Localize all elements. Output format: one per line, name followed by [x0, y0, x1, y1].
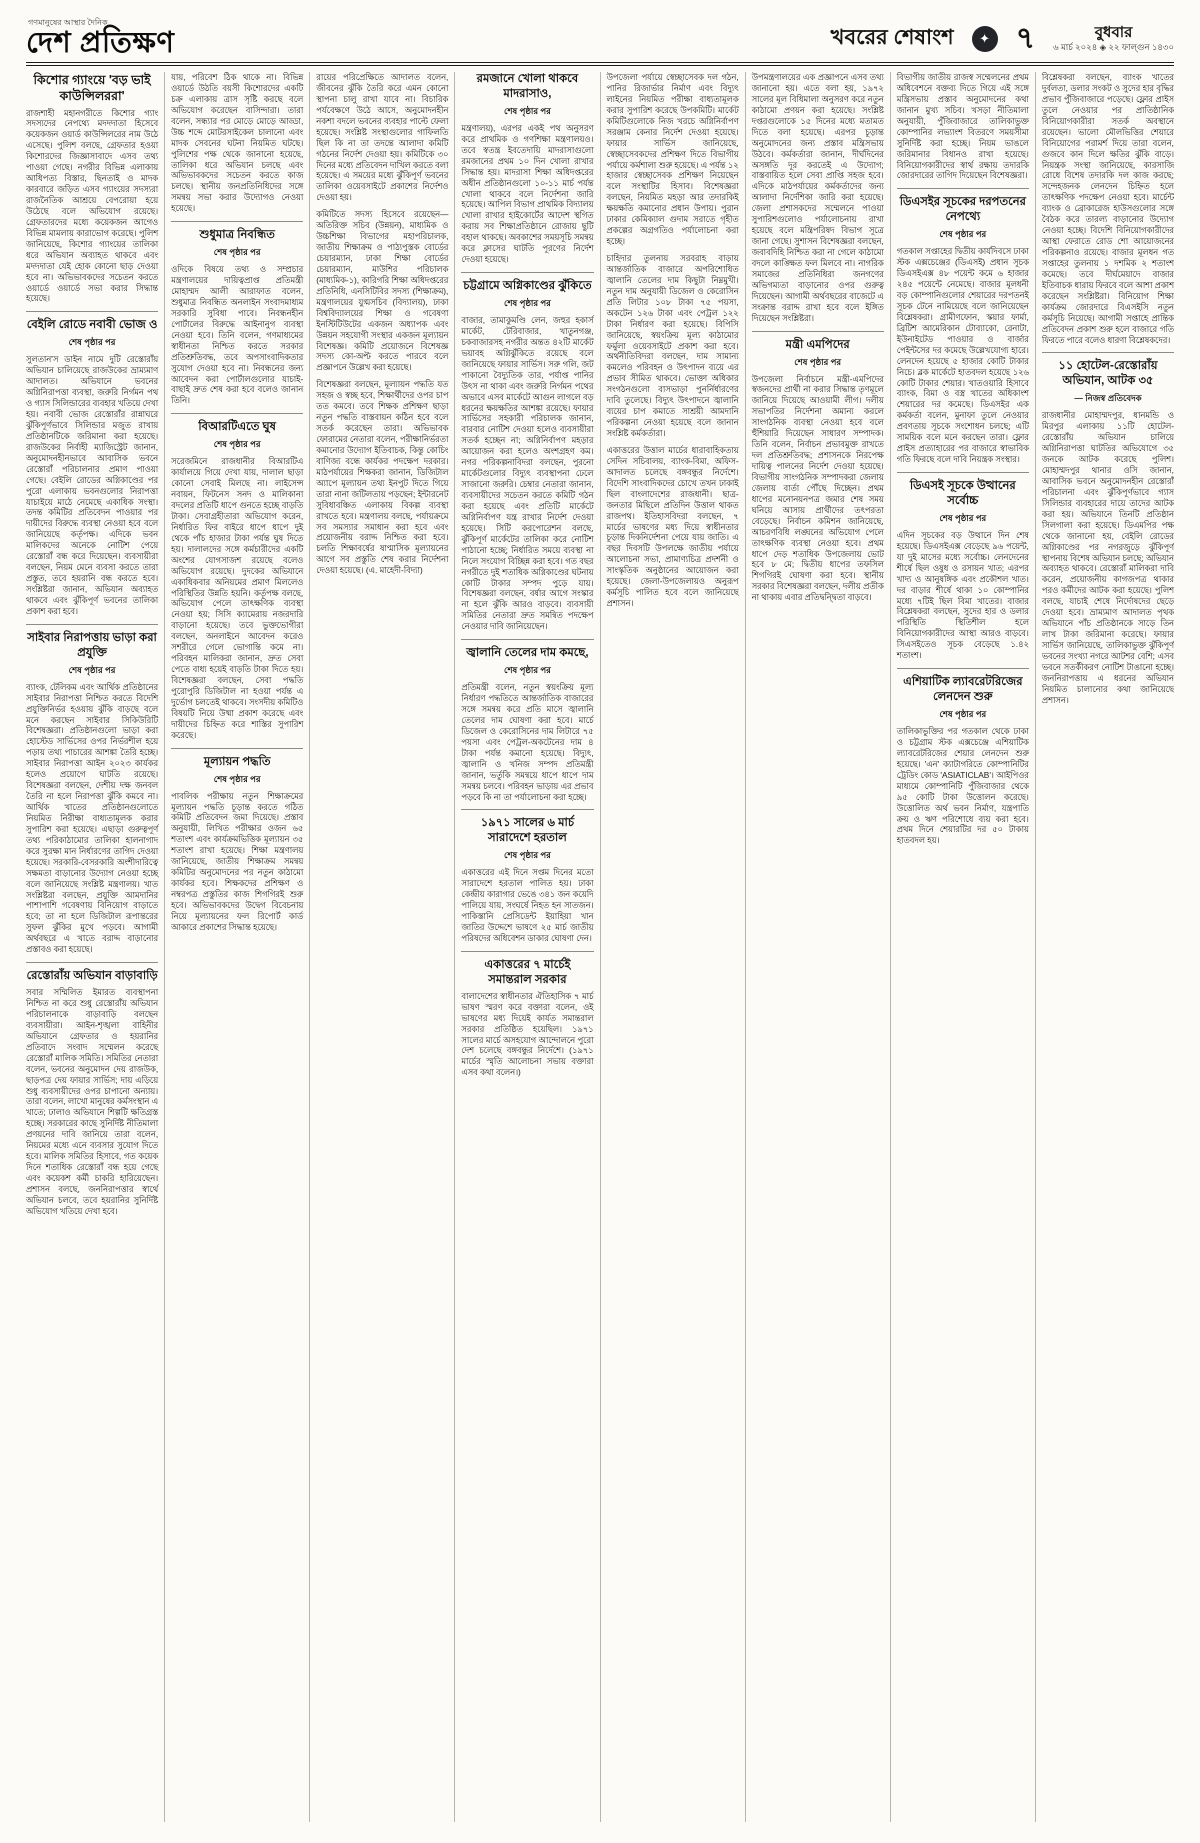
- article-paragraph: বালাদেশের স্বাধীনতার ঐতিহাসিক ৭ মার্চ ভাষণ স্মরণ করে বক্তারা বলেন, ওই ভাষণের মধ্য দিয়েই কার্যত সমান্তরাল সরকার প্রতিষ্ঠিত হয়েছিল। ১৯৭১ সালের মার্চে অসহযোগ আন্দোলনে পুরো দেশ চলেছে বঙ্গবন্ধুর নির্দেশে। (১৯৭১ মার্চের স্মৃতি আলোচনা সভায় বক্তারা এসব কথা বলেন।): [461, 990, 594, 1078]
- article-headline: মন্ত্রী এমপিদের: [752, 331, 884, 353]
- newspaper-column-7: [890, 72, 1035, 1822]
- newspaper-column-2: [164, 72, 309, 1822]
- article-paragraph: প্রতিমন্ত্রী বলেন, নতুন স্বয়ংক্রিয় মূল্য নির্ধারণ পদ্ধতিতে আন্তর্জাতিক বাজারের সঙ্গে সমন্বয় করে প্রতি মাসে জ্বালানি তেলের দাম ঘোষণা করা হবে। মার্চে ডিজেল ও কেরোসিনের দাম লিটারে ৭৫ পয়সা এবং পেট্রল-অকটেনের দাম ৪ টাকা পর্যন্ত কমানো হয়েছে। বিদ্যুৎ, জ্বালানি ও খনিজ সম্পদ প্রতিমন্ত্রী জানান, ভর্তুকি সমন্বয়ে ধাপে ধাপে দাম সমন্বয় চলবে। পরিবহন ভাড়ায় এর প্রভাব পড়বে কি না তা পর্যালোচনা করা হচ্ছে।: [461, 682, 594, 802]
- article-paragraph: একাত্তরের এই দিনে সপ্তম দিনের মতো সারাদেশে হরতাল পালিত হয়। ঢাকা কেন্দ্রীয় কারাগার ভেঙে ৩৪১ জন কয়েদি পালিয়ে যায়, সংঘর্ষে নিহত হন সাতজন। পাকিস্তানি প্রেসিডেন্ট ইয়াহিয়া খান জাতির উদ্দেশে ভাষণে ২৫ মার্চ জাতীয় পরিষদের অধিবেশন ডাকার ঘোষণা দেন।: [461, 867, 594, 943]
- columns-container: [26, 72, 1174, 1822]
- section-label: খবরের শেষাংশ: [830, 26, 954, 49]
- newspaper-column-5: [600, 72, 745, 1822]
- continued-from-label: শেষ পৃষ্ঠার পর: [213, 773, 261, 784]
- continued-from-label: শেষ পৃষ্ঠার পর: [213, 439, 261, 450]
- article-headline: বিআরটিএতে ঘুষ: [171, 413, 303, 435]
- article-paragraph: কমিটিতে সদস্য হিসেবে রয়েছেন— অতিরিক্ত সচিব (উন্নয়ন), মাধ্যমিক ও উচ্চশিক্ষা বিভাগের মহাপরিচালক, জাতীয় শিক্ষাক্রম ও পাঠ্যপুস্তক বোর্ডের চেয়ারম্যান, ঢাকা শিক্ষা বোর্ডের চেয়ারম্যান, মাউশির পরিচালক (মাধ্যমিক-১), কারিগরি শিক্ষা অধিদপ্তরের প্রতিনিধি, এনসিটিবির সদস্য (শিক্ষাক্রম), মন্ত্রণালয়ের যুগ্মসচিব (বিদ্যালয়), ঢাকা বিশ্ববিদ্যালয়ের শিক্ষা ও গবেষণা ইনস্টিটিউটের একজন অধ্যাপক এবং উন্নয়ন সহযোগী সংস্থার একজন মূল্যায়ন বিশেষজ্ঞ। কমিটি প্রয়োজনে বিশেষজ্ঞ সদস্য কো-অপ্ট করতে পারবে বলে প্রজ্ঞাপনে উল্লেখ করা হয়েছে।: [316, 209, 449, 373]
- article-headline: ডিএসই সূচকে উত্থানের সর্বোচ্চ: [897, 472, 1029, 509]
- continued-from-label: শেষ পৃষ্ঠার পর: [504, 298, 551, 308]
- article-headline: চট্টগ্রামে অগ্নিকাণ্ডের ঝুঁকিতে: [461, 272, 593, 294]
- article-headline: ১৯৭১ সালের ৬ মার্চ সারাদেশে হরতাল: [461, 809, 593, 846]
- article-paragraph: বিভাগীয় জাতীয় রাজস্ব সম্মেলনের প্রথম অধিবেশনে বক্তব্য দিতে গিয়ে এই সঙ্গে মন্ত্রিসভায় প্রস্তাব অনুমোদনের কথা জানান মুখ্য সচিব। খসড়া নীতিমালা অনুযায়ী, পুঁজিবাজারে তালিকাভুক্ত কোম্পানির লভ্যাংশ বিতরণে সময়সীমা সুনির্দিষ্ট করা হচ্ছে। নিয়ম ভাঙলে জরিমানার বিধানও রাখা হয়েছে। বিনিয়োগকারীদের স্বার্থ রক্ষায় তদারকি জোরদারের তাগিদ দিয়েছেন বিশেষজ্ঞরা।: [896, 72, 1029, 181]
- article-paragraph: উপজেলা পর্যায়ে স্বেচ্ছাসেবক দল গঠন, পানির রিজার্ভার নির্মাণ এবং বিদ্যুৎ লাইনের নিয়মিত পরীক্ষা বাধ্যতামূলক করার সুপারিশ করেছে উপকমিটি। মার্কেট কমিটিগুলোকে নিজ খরচে অগ্নিনির্বাপণ সরঞ্জাম কেনার নির্দেশ দেওয়া হয়েছে। ফায়ার সার্ভিস জানিয়েছে, স্বেচ্ছাসেবকদের প্রশিক্ষণ দিতে বিভাগীয় পর্যায়ে কর্মশালা শুরু হয়েছে। এ পর্যন্ত ১২ হাজার স্বেচ্ছাসেবক প্রশিক্ষণ নিয়েছেন বলে সংস্থাটির হিসাব। বিশেষজ্ঞরা বলছেন, নিয়মিত মহড়া আর তদারকিই ক্ষয়ক্ষতি কমানোর প্রধান উপায়। পুরান ঢাকার কেমিক্যাল গুদাম সরাতে গৃহীত প্রকল্পের অগ্রগতিও পর্যালোচনা করা হচ্ছে।: [606, 72, 739, 247]
- article-headline: জ্বালানি তেলের দাম কমছে,: [461, 639, 593, 661]
- masthead: [26, 19, 174, 58]
- article-headline: এশিয়াটিক ল্যাবরেটরিজের লেনদেন শুরু: [897, 668, 1029, 705]
- article-paragraph: রাজধানীর মোহাম্মদপুর, ধানমন্ডি ও মিরপুর এলাকায় ১১টি হোটেল-রেস্তোরাঁয় অভিযান চালিয়ে অগ্নিনিরাপত্তা ঘাটতির অভিযোগে ৩৫ জনকে আটক করেছে পুলিশ। মোহাম্মদপুর থানার ওসি জানান, আবাসিক ভবনে অনুমোদনহীন রেস্তোরাঁ পরিচালনা এবং ঝুঁকিপূর্ণভাবে গ্যাস সিলিন্ডার ব্যবহারের দায়ে তাদের আটক করা হয়। অভিযানে তিনটি প্রতিষ্ঠান সিলগালা করা হয়েছে। ডিএমপির পক্ষ থেকে জানানো হয়, বেইলি রোডের অগ্নিকাণ্ডের পর নগরজুড়ে ঝুঁকিপূর্ণ স্থাপনায় বিশেষ অভিযান চলছে; অভিযান অব্যাহত থাকবে। রেস্তোরাঁ মালিকরা দাবি করেন, প্রয়োজনীয় কাগজপত্র থাকার পরও কর্মীদের আটক করা হয়েছে। পুলিশ বলছে, যাচাই শেষে নির্দোষদের ছেড়ে দেওয়া হবে। ভ্রাম্যমাণ আদালত পৃথক অভিযানে পাঁচ প্রতিষ্ঠানকে সাড়ে তিন লাখ টাকা জরিমানা করেছে। ফায়ার সার্ভিস জানিয়েছে, তালিকাভুক্ত ঝুঁকিপূর্ণ ভবনের সংখ্যা নগরে আটশর বেশি; এসব ভবনে সতর্কীকরণ নোটিশ টাঙানো হচ্ছে। জননিরাপত্তায় এ ধরনের অভিযান নিয়মিত চালানোর কথা জানিয়েছে প্রশাসন।: [1041, 410, 1174, 705]
- article-paragraph: বিশ্লেষকরা বলছেন, ব্যাংক খাতের দুর্বলতা, ডলার সংকট ও সুদের হার বৃদ্ধির প্রভাব পুঁজিবাজারে পড়েছে। ফ্লোর প্রাইস তুলে নেওয়ার পর প্রাতিষ্ঠানিক বিনিয়োগকারীরা সতর্ক অবস্থানে রয়েছেন। ভালো মৌলভিত্তির শেয়ারে বিনিয়োগের পরামর্শ দিয়ে তারা বলেন, গুজবে কান দিলে ক্ষতির ঝুঁকি বাড়ে। নিয়ন্ত্রক সংস্থা জানিয়েছে, কারসাজি রোধে বিশেষ তদারকি দল কাজ করছে; সন্দেহজনক লেনদেন চিহ্নিত হলে তাৎক্ষণিক পদক্ষেপ নেওয়া হবে। মার্চেন্ট ব্যাংক ও ব্রোকারেজ হাউসগুলোর সঙ্গে বৈঠক করে তারল্য বাড়ানোর উদ্যোগ নেওয়া হচ্ছে। বিদেশি বিনিয়োগকারীদের আস্থা ফেরাতে রোড শো আয়োজনের পরিকল্পনাও রয়েছে। বাজার মূলধন গত সপ্তাহের তুলনায় ১ দশমিক ২ শতাংশ কমেছে। তবে দীর্ঘমেয়াদে বাজার ইতিবাচক ধারায় ফিরবে বলে আশা প্রকাশ করেছেন সংশ্লিষ্টরা। বিনিয়োগ শিক্ষা কার্যক্রম জোরদারে বিএসইসি নতুন কর্মসূচি নিয়েছে। আগামী সপ্তাহে প্রান্তিক প্রতিবেদন প্রকাশ শুরু হলে বাজারে গতি ফিরতে পারে বলেও ধারণা বিশ্লেষকদের।: [1041, 72, 1174, 345]
- article-paragraph: গতকাল সপ্তাহের দ্বিতীয় কার্যদিবসে ঢাকা স্টক এক্সচেঞ্জের (ডিএসই) প্রধান সূচক ডিএসইএক্স ৪৮ পয়েন্ট কমে ৬ হাজার ২৪৫ পয়েন্টে নেমেছে। বাজার মূলধনী বড় কোম্পানিগুলোর শেয়ারের দরপতনই সূচক টেনে নামিয়েছে বলে জানিয়েছেন বিশ্লেষকরা। গ্রামীণফোন, স্কয়ার ফার্মা, ব্রিটিশ আমেরিকান টোব্যাকো, রেনাটা, ইউনাইটেড পাওয়ার ও বার্জার পেইন্টসের দর কমেছে উল্লেখযোগ্য হারে। লেনদেন হয়েছে ৫ হাজার কোটি টাকার নিচে। ব্লক মার্কেটে হাতবদল হয়েছে ১২৬ কোটি টাকার শেয়ার। খাতওয়ারি হিসাবে ব্যাংক, বিমা ও বস্ত্র খাতের অধিকাংশ শেয়ারের দর কমেছে। ডিএসইর এক কর্মকর্তা বলেন, মুনাফা তুলে নেওয়ার প্রবণতায় সূচকে সংশোধন চলছে; এটি সাময়িক বলে মনে করছেন তারা। ফ্লোর প্রাইস প্রত্যাহারের পর বাজারে স্বাভাবিক গতি ফিরছে বলে দাবি নিয়ন্ত্রক সংস্থার।: [896, 246, 1029, 465]
- masthead-tagline: গণমানুষের আস্থার দৈনিক: [28, 18, 108, 28]
- article-paragraph: উপমন্ত্রণালয়ের এক প্রজ্ঞাপনে এসব তথ্য জানানো হয়। এতে বলা হয়, ১৯৭২ সালের মূল বিধিমালা অনুসরণ করে নতুন কাঠামো প্রণয়ন করা হয়েছে। সংশ্লিষ্ট দপ্তরগুলোকে ১৫ দিনের মধ্যে মতামত দিতে বলা হয়েছে। এরপর চূড়ান্ত অনুমোদনের জন্য প্রস্তাব মন্ত্রিসভায় উঠবে। কর্মকর্তারা জানান, দীর্ঘদিনের অসঙ্গতি দূর করতেই এ উদ্যোগ; বাস্তবায়িত হলে সেবা প্রাপ্তি সহজ হবে। এদিকে মাঠপর্যায়ের কর্মকর্তাদের জন্য আলাদা নির্দেশিকা জারি করা হয়েছে। জেলা প্রশাসকদের সম্মেলনে পাওয়া সুপারিশগুলোও পর্যালোচনায় রাখা হয়েছে বলে মন্ত্রিপরিষদ বিভাগ সূত্রে জানা গেছে। সুশাসন বিশেষজ্ঞরা বলছেন, জবাবদিহি নিশ্চিত করা না গেলে কাঠামো বদলে কাঙ্ক্ষিত ফল মিলবে না। নাগরিক সমাজের প্রতিনিধিরা জনগণের অভিগম্যতা বাড়ানোর ওপর গুরুত্ব দিয়েছেন। আগামী অর্থবছরের বাজেটে এ সংক্রান্ত বরাদ্দ রাখা হবে বলে ইঙ্গিত দিয়েছেন সংশ্লিষ্টরা।: [751, 72, 884, 323]
- newspaper-column-1: [26, 72, 164, 1822]
- article-paragraph: যায়, পরিবেশ ঠিক থাকে না। বিভিন্ন ওয়ার্ডে উঠতি বয়সী কিশোরদের একটি চক্র এলাকায় ত্রাস সৃষ্টি করছে বলে অভিযোগ করেছেন বাসিন্দারা। তারা বলেন, সন্ধ্যার পর মোড়ে মোড়ে আড্ডা, উচ্চ শব্দে মোটরসাইকেল চালানো এবং মাদক সেবনের ঘটনা নিয়মিত ঘটছে। পুলিশের পক্ষ থেকে জানানো হয়েছে, তালিকা ধরে অভিযান চলছে এবং অভিভাবকদের সচেতন করতে কাজ চলছে। স্থানীয় জনপ্রতিনিধিদের সঙ্গে সমন্বয় সভা করার উদ্যোগও নেওয়া হয়েছে।: [171, 72, 304, 214]
- article-paragraph: চাহিদার তুলনায় সরবরাহ বাড়ায় আন্তর্জাতিক বাজারে অপরিশোধিত জ্বালানি তেলের দাম কিছুটা নিম্নমুখী। নতুন দাম অনুযায়ী ডিজেল ও কেরোসিন প্রতি লিটার ১০৮ টাকা ৭৫ পয়সা, অকটেন ১২৬ টাকা এবং পেট্রল ১২২ টাকা নির্ধারণ করা হয়েছে। বিপিসি জানিয়েছে, স্বয়ংক্রিয় মূল্য কাঠামোর ফর্মুলা ওয়েবসাইটে প্রকাশ করা হবে। অর্থনীতিবিদরা বলছেন, দাম সামান্য কমলেও পরিবহন ও উৎপাদন ব্যয়ে এর প্রভাব সীমিত থাকবে। ভোক্তা অধিকার সংগঠনগুলো বাসভাড়া পুনর্নির্ধারণের দাবি তুলেছে। বিদ্যুৎ উৎপাদনে জ্বালানি ব্যয়ের চাপ কমাতে সাশ্রয়ী আমদানি পরিকল্পনা নেওয়া হয়েছে বলে জানান সংশ্লিষ্ট কর্মকর্তারা।: [606, 253, 739, 438]
- newspaper-column-4: [454, 72, 599, 1822]
- article-headline: বেইলি রোডে নবাবী ভোজ ও: [26, 311, 158, 333]
- article-paragraph: সুলতান'স ডাইন নামে দুটি রেস্তোরাঁয় অভিযান চালিয়েছে রাজউকের ভ্রাম্যমাণ আদালত। অভিযানে ভবনের অগ্নিনিরাপত্তা ব্যবস্থা, জরুরি নির্গমন পথ ও গ্যাস সিলিন্ডারের ব্যবহার খতিয়ে দেখা হয়। নবাবী ভোজ রেস্তোরাঁর রান্নাঘরে ঝুঁকিপূর্ণভাবে সিলিন্ডার মজুত রাখায় প্রতিষ্ঠানটিকে জরিমানা করা হয়েছে। রাজউকের নির্বাহী ম্যাজিস্ট্রেট জানান, অনুমোদনহীনভাবে আবাসিক ভবনে রেস্তোরাঁ পরিচালনার প্রমাণ পাওয়া গেছে। বেইলি রোডের অগ্নিকাণ্ডের পর পুরো এলাকায় ভবনগুলোর নিরাপত্তা যাচাইয়ে মাঠে নেমেছে একাধিক সংস্থা। তদন্ত কমিটির প্রতিবেদন পাওয়ার পর দায়ীদের বিরুদ্ধে ব্যবস্থা নেওয়া হবে বলে জানিয়েছে কর্তৃপক্ষ। এদিকে ভবন মালিকদের অনেকে নোটিশ পেয়ে রেস্তোরাঁ বন্ধ করে দিয়েছেন। ব্যবসায়ীরা বলছেন, নিয়ম মেনে ব্যবসা করতে তারা প্রস্তুত, তবে হয়রানি বন্ধ করতে হবে। সংশ্লিষ্টরা জানান, অভিযান অব্যাহত থাকবে এবং ঝুঁকিপূর্ণ ভবনের তালিকা প্রকাশ করা হবে।: [26, 354, 159, 616]
- continued-from-label: শেষ পৃষ্ঠার পর: [68, 337, 116, 348]
- date-line: ৬ মার্চ ২০২৪ ◈ ২২ ফাল্গুন ১৪৩০: [1053, 42, 1174, 53]
- continued-from-label: শেষ পৃষ্ঠার পর: [68, 664, 116, 675]
- newspaper-column-3: [309, 72, 454, 1822]
- article-paragraph: মন্ত্রণালয়), এরপর একই পথ অনুসরণ করে প্রাথমিক ও গণশিক্ষা মন্ত্রণালয়ও। তবে স্বতন্ত্র ইবতেদায়ি মাদরাসাগুলো রমজানের প্রথম ১০ দিন খোলা রাখার সিদ্ধান্ত হয়। মাদরাসা শিক্ষা অধিদপ্তরের অধীন প্রতিষ্ঠানগুলো ১০-১১ মার্চ পর্যন্ত খোলা থাকবে বলে নির্দেশনা জারি হয়েছে। আপিল বিভাগ প্রাথমিক বিদ্যালয় খোলা রাখার হাইকোর্টের আদেশ স্থগিত করায় সব শিক্ষাপ্রতিষ্ঠানে রোজায় ছুটি বহাল থাকছে। অবকাশের সময়সূচি সমন্বয় করে ক্লাসের ঘাটতি পূরণের নির্দেশ দেওয়া হয়েছে।: [461, 122, 594, 265]
- article-paragraph: ব্যাংক, টেলিকম এবং আর্থিক প্রতিষ্ঠানের সাইবার নিরাপত্তা নিশ্চিত করতে বিদেশি প্রযুক্তিনির্ভর হওয়ায় ঝুঁকি বাড়ছে বলে মনে করছেন সাইবার সিকিউরিটি বিশেষজ্ঞরা। প্রতিষ্ঠানগুলো ভাড়া করা হোস্টেড সার্ভিসের ওপর নির্ভরশীল হয়ে পড়ায় তথ্য পাচারের আশঙ্কা তৈরি হচ্ছে। সাইবার নিরাপত্তা আইন ২০২৩ কার্যকর হলেও প্রয়োগে ঘাটতি রয়েছে। বিশেষজ্ঞরা বলছেন, দেশীয় দক্ষ জনবল তৈরি না হলে নিরাপত্তা ঝুঁকি কমবে না। আর্থিক খাতের প্রতিষ্ঠানগুলোতে নিয়মিত নিরীক্ষা বাধ্যতামূলক করার সুপারিশ করা হয়েছে। এছাড়া গুরুত্বপূর্ণ তথ্য পরিকাঠামোর তালিকা হালনাগাদ করে সুরক্ষা মান নির্ধারণের তাগিদ দেওয়া হয়েছে। সরকারি-বেসরকারি অংশীদারিত্বে সক্ষমতা বাড়ানোর উদ্যোগ নেওয়া হচ্ছে বলে জানিয়েছে সংশ্লিষ্ট মন্ত্রণালয়। খাত সংশ্লিষ্টরা বলছেন, প্রযুক্তি আমদানির পাশাপাশি গবেষণায় বিনিয়োগ বাড়াতে হবে; তা না হলে ডিজিটাল রূপান্তরের সুফল ঝুঁকির মুখে পড়বে। আগামী অর্থবছরে এ খাতে বরাদ্দ বাড়ানোর প্রস্তাবও করা হয়েছে।: [26, 681, 159, 955]
- article-headline: ডিএসইর সূচকের দরপতনের নেপথ্যে: [897, 188, 1029, 225]
- continued-from-label: শেষ পৃষ্ঠার পর: [939, 512, 987, 523]
- article-paragraph: বাজার, তামাকুমণ্ডি লেন, জহুর হকার্স মার্কেট, টেরিবাজার, খাতুনগঞ্জ, চকবাজারসহ নগরীর অন্তত ৪২টি মার্কেট ভয়াবহ অগ্নিঝুঁকিতে রয়েছে বলে জানিয়েছে ফায়ার সার্ভিস। সরু গলি, জট পাকানো বৈদ্যুতিক তার, পর্যাপ্ত পানির উৎস না থাকা এবং জরুরি নির্গমন পথের অভাবে এসব মার্কেটে আগুন লাগলে বড় ধরনের ক্ষয়ক্ষতির আশঙ্কা রয়েছে। ফায়ার সার্ভিসের সহকারী পরিচালক জানান, বারবার নোটিশ দেওয়া হলেও ব্যবসায়ীরা সতর্ক হচ্ছেন না; অগ্নিনির্বাপণ মহড়ার আয়োজন করা হলেও অংশগ্রহণ কম। নগর পরিকল্পনাবিদরা বলছেন, পুরনো মার্কেটগুলোর বিদ্যুৎ ব্যবস্থাপনা ঢেলে সাজানো জরুরি। চেম্বার নেতারা জানান, ব্যবসায়ীদের সচেতন করতে কমিটি গঠন করা হয়েছে এবং প্রতিটি মার্কেটে অগ্নিনির্বাপণ যন্ত্র রাখার নির্দেশ দেওয়া হয়েছে। সিটি করপোরেশন বলছে, ঝুঁকিপূর্ণ মার্কেটের তালিকা করে নোটিশ পাঠানো হচ্ছে; নির্ধারিত সময়ে ব্যবস্থা না নিলে সংযোগ বিচ্ছিন্ন করা হবে। গত বছর নগরীতে দুই শতাধিক অগ্নিকাণ্ডের ঘটনায় কোটি টাকার সম্পদ পুড়ে যায়। বিশেষজ্ঞরা বলছেন, বর্ষার আগে সংস্কার না হলে ঝুঁকি আরও বাড়বে। ব্যবসায়ী সমিতির নেতারা দ্রুত সমন্বিত পদক্ষেপ নেওয়ার দাবি জানিয়েছেন।: [461, 315, 594, 632]
- newspaper-column-8: [1035, 72, 1174, 1822]
- date-block: [1053, 24, 1174, 52]
- article-paragraph: রাজশাহী মহানগরীতে কিশোর গ্যাং সদস্যদের নেপথ্যে মদদদাতা হিসেবে কয়েকজন ওয়ার্ড কাউন্সিলরের নাম উঠে এসেছে। পুলিশ বলছে, গ্রেফতার হওয়া কিশোরদের জিজ্ঞাসাবাদে এসব তথ্য পাওয়া গেছে। নগরীর বিভিন্ন এলাকায় আধিপত্য বিস্তার, ছিনতাই ও মাদক কারবারে জড়িত এসব গ্যাংয়ের সদস্যরা রাজনৈতিক আশ্রয়ে বেপরোয়া হয়ে উঠেছে বলে অভিযোগ রয়েছে। গ্রেফতারদের মধ্যে কয়েকজন আগেও বিভিন্ন মামলায় কারাভোগ করেছে। পুলিশ জানিয়েছে, কিশোর গ্যাংয়ের তালিকা ধরে অভিযান অব্যাহত থাকবে এবং মদদদাতা যেই হোক কোনো ছাড় দেওয়া হবে না। অভিভাবকদের সচেতন করতে ওয়ার্ডে ওয়ার্ডে সভা করার সিদ্ধান্ত হয়েছে।: [26, 107, 159, 304]
- continued-from-label: শেষ পৃষ্ঠার পর: [213, 247, 261, 258]
- article-headline: মূল্যায়ন পদ্ধতি: [171, 748, 303, 770]
- article-paragraph: তালিকাভুক্তির পর গতকাল থেকে ঢাকা ও চট্টগ্রাম স্টক এক্সচেঞ্জে এশিয়াটিক ল্যাবরেটরিজের শেয়ার লেনদেন শুরু হয়েছে। 'এন' ক্যাটাগরিতে কোম্পানিটির ট্রেডিং কোড 'ASIATICLAB'। আইপিওর মাধ্যমে কোম্পানিটি পুঁজিবাজার থেকে ৯৫ কোটি টাকা উত্তোলন করেছে। উত্তোলিত অর্থ ভবন নির্মাণ, যন্ত্রপাতি ক্রয় ও ঋণ পরিশোধে ব্যয় করা হবে। প্রথম দিনে শেয়ারটির দর ৫০ টাকায় হাতবদল হয়।: [896, 726, 1029, 846]
- byline: — নিজস্ব প্রতিবেদক: [1074, 393, 1142, 404]
- article-headline: সাইবার নিরাপত্তায় ভাড়া করা প্রযুক্তি: [26, 624, 158, 661]
- newspaper-emblem-icon: ✦: [972, 26, 998, 52]
- article-paragraph: ওদিকে বিষয়ে তথ্য ও সম্প্রচার মন্ত্রণালয়ের দায়িত্বপ্রাপ্ত প্রতিমন্ত্রী মোহাম্মদ আলী আরাফাত বলেন, শুধুমাত্র নিবন্ধিত অনলাইন সংবাদমাধ্যম সরকারি সুবিধা পাবে। নিবন্ধনহীন পোর্টালের বিরুদ্ধে আইনানুগ ব্যবস্থা নেওয়া হবে। তিনি বলেন, গণমাধ্যমের স্বাধীনতা নিশ্চিত করতে সরকার প্রতিশ্রুতিবদ্ধ, তবে অপসাংবাদিকতার সুযোগ দেওয়া হবে না। নিবন্ধনের জন্য আবেদন করা পোর্টালগুলোর যাচাই-বাছাই দ্রুত শেষ করা হবে বলেও জানান তিনি।: [171, 264, 304, 406]
- article-headline: শুধুমাত্র নিবন্ধিত: [171, 221, 303, 243]
- continued-from-label: শেষ পৃষ্ঠার পর: [504, 665, 551, 676]
- article-headline: একাত্তরের ৭ মার্চেই সমান্তরাল সরকার: [461, 951, 593, 988]
- continued-from-label: শেষ পৃষ্ঠার পর: [939, 709, 987, 719]
- continued-from-label: শেষ পৃষ্ঠার পর: [939, 229, 987, 240]
- article-paragraph: বিশেষজ্ঞরা বলছেন, মূল্যায়ন পদ্ধতি যত সহজ ও স্বচ্ছ হবে, শিক্ষার্থীদের ওপর চাপ তত কমবে। তবে শিক্ষক প্রশিক্ষণ ছাড়া নতুন পদ্ধতি বাস্তবায়ন কঠিন হবে বলে সতর্ক করেছেন তারা। অভিভাবক ফোরামের নেতারা বলেন, পরীক্ষানির্ভরতা কমানোর উদ্যোগ ইতিবাচক, কিন্তু কোচিং বাণিজ্য বন্ধে কার্যকর পদক্ষেপ দরকার। মাঠপর্যায়ের শিক্ষকরা জানান, ডিজিটাল অ্যাপে মূল্যায়ন তথ্য ইনপুট দিতে গিয়ে তারা নানা জটিলতায় পড়ছেন; ইন্টারনেট সুবিধাবঞ্চিত এলাকায় বিকল্প ব্যবস্থা রাখতে হবে। মন্ত্রণালয় বলছে, পর্যায়ক্রমে সব সমস্যার সমাধান করা হবে এবং প্রয়োজনীয় বরাদ্দ নিশ্চিত করা হবে। চলতি শিক্ষাবর্ষের ষাণ্মাসিক মূল্যায়নের আগে সব প্রস্তুতি শেষ করার নির্দেশনা দেওয়া হয়েছে। (এ. মাহেদী-বিদ্যা): [316, 379, 449, 576]
- article-paragraph: একাত্তরের উত্তাল মার্চের ধারাবাহিকতায় সেদিন সচিবালয়, ব্যাংক-বিমা, অফিস-আদালত চলেছে বঙ্গবন্ধুর নির্দেশে। বিদেশি সাংবাদিকদের চোখে তখন ঢাকাই ছিল বাংলাদেশের রাজধানী। ছাত্র-জনতার মিছিলে প্রতিদিন উত্তাল থাকত রাজপথ। ইতিহাসবিদরা বলছেন, ৭ মার্চের ভাষণের মধ্য দিয়ে স্বাধীনতার চূড়ান্ত দিকনির্দেশনা পেয়ে যায় জাতি। এ বছর দিবসটি উপলক্ষে জাতীয় পর্যায়ে আলোচনা সভা, প্রামাণ্যচিত্র প্রদর্শনী ও সাংস্কৃতিক অনুষ্ঠানের আয়োজন করা হয়েছে। জেলা-উপজেলায়ও অনুরূপ কর্মসূচি পালিত হবে বলে জানিয়েছে প্রশাসন।: [606, 444, 739, 609]
- article-headline: ১১ হোটেল-রেস্তোরাঁয় অভিযান, আটক ৩৫: [1042, 352, 1174, 389]
- article-paragraph: রায়ের পরিপ্রেক্ষিতে আদালত বলেন, জীবনের ঝুঁকি তৈরি করে এমন কোনো স্থাপনা চালু রাখা যাবে না। বিচারিক পর্যবেক্ষণে উঠে আসে, অনুমোদনহীন নকশা বদলে ভবনের ব্যবহার পাল্টে ফেলা হয়েছে। সংশ্লিষ্ট সংস্থাগুলোর গাফিলতি ছিল কি না তা তদন্তে আলাদা কমিটি গঠনের নির্দেশ দেওয়া হয়। কমিটিকে ৩০ দিনের মধ্যে প্রতিবেদন দাখিল করতে বলা হয়েছে। এ সময়ের মধ্যে ঝুঁকিপূর্ণ ভবনের তালিকা ওয়েবসাইটে প্রকাশের নির্দেশও দেওয়া হয়।: [316, 72, 449, 203]
- article-paragraph: এদিন সূচকের বড় উত্থানে দিন শেষ হয়েছে। ডিএসইএক্স বেড়েছে ৯৬ পয়েন্ট, যা দুই মাসের মধ্যে সর্বোচ্চ। লেনদেনের শীর্ষে ছিল ওষুধ ও রসায়ন খাত; এরপর খাদ্য ও আনুষঙ্গিক এবং প্রকৌশল খাত। দর বাড়ার শীর্ষে থাকা ১০ কোম্পানির মধ্যে ৭টিই ছিল বিমা খাতের। বাজার বিশ্লেষকরা বলছেন, সুদের হার ও ডলার পরিস্থিতি স্থিতিশীল হলে বিনিয়োগকারীদের আস্থা আরও বাড়বে। সিএসইতেও সূচক বেড়েছে ১.৪২ শতাংশ।: [896, 529, 1029, 661]
- newspaper-column-6: [745, 72, 890, 1822]
- article-paragraph: পাবলিক পরীক্ষায় নতুন শিক্ষাক্রমের মূল্যায়ন পদ্ধতি চূড়ান্ত করতে গঠিত কমিটি প্রতিবেদন জমা দিয়েছে। প্রস্তাব অনুযায়ী, লিখিত পরীক্ষার ওজন ৬৫ শতাংশ এবং কার্যক্রমভিত্তিক মূল্যায়ন ৩৫ শতাংশ রাখা হয়েছে। শিক্ষা মন্ত্রণালয় জানিয়েছে, জাতীয় শিক্ষাক্রম সমন্বয় কমিটির অনুমোদনের পর নতুন কাঠামো কার্যকর হবে। শিক্ষকদের প্রশিক্ষণ ও নম্বরপত্র প্রস্তুতির কাজ শিগগিরই শুরু হবে। অভিভাবকদের উদ্বেগ বিবেচনায় নিয়ে মূল্যায়নের ফল রিপোর্ট কার্ড আকারে প্রকাশের সিদ্ধান্ত হয়েছে।: [171, 790, 304, 932]
- article-paragraph: উপজেলা নির্বাচনে মন্ত্রী-এমপিদের স্বজনদের প্রার্থী না করার সিদ্ধান্ত তৃণমূলে জানিয়ে দিয়েছে আওয়ামী লীগ। দলীয় সভাপতির নির্দেশনা অমান্য করলে সাংগঠনিক ব্যবস্থা নেওয়া হবে বলে হুঁশিয়ারি দিয়েছেন সাধারণ সম্পাদক। তিনি বলেন, নির্বাচন প্রভাবমুক্ত রাখতে দল প্রতিশ্রুতিবদ্ধ; প্রশাসনকে নিরপেক্ষ দায়িত্ব পালনের নির্দেশ দেওয়া হয়েছে। বিভাগীয় সাংগঠনিক সম্পাদকরা জেলায় জেলায় বার্তা পৌঁছে দিচ্ছেন। প্রথম ধাপের মনোনয়নপত্র জমার শেষ সময় ঘনিয়ে আসায় প্রার্থীদের তৎপরতা বেড়েছে। নির্বাচন কমিশন জানিয়েছে, আচরণবিধি লঙ্ঘনের অভিযোগ পেলে তাৎক্ষণিক ব্যবস্থা নেওয়া হবে। প্রথম ধাপে দেড় শতাধিক উপজেলায় ভোট হবে ৮ মে; দ্বিতীয় ধাপের তফসিল শিগগিরই ঘোষণা করা হবে। স্থানীয় সরকার বিশেষজ্ঞরা বলছেন, দলীয় প্রতীক না থাকায় এবার প্রতিদ্বন্দ্বিতা বাড়বে।: [751, 373, 884, 603]
- continued-from-label: শেষ পৃষ্ঠার পর: [504, 105, 551, 116]
- continued-from-label: শেষ পৃষ্ঠার পর: [504, 850, 551, 861]
- masthead-logo: দেশ প্রতিক্ষণ: [26, 26, 175, 59]
- article-headline: রেস্তোরাঁয় অভিযান বাড়াবাড়ি: [26, 962, 158, 984]
- article-paragraph: সবার সম্মিলিত ইমারত ব্যবস্থাপনা নিশ্চিত না করে শুধু রেস্তোরাঁয় অভিযান পরিচালনাকে বাড়াবাড়ি বলছেন ব্যবসায়ীরা। আইন-শৃঙ্খলা বাহিনীর অভিযানে গ্রেফতার ও হয়রানির প্রতিবাদে সংবাদ সম্মেলন করেছে রেস্তোরাঁ মালিক সমিতি। সমিতির নেতারা বলেন, ভবনের অনুমোদন দেয় রাজউক, ছাড়পত্র দেয় ফায়ার সার্ভিস; দায় এড়িয়ে শুধু ব্যবসায়ীদের ওপর চাপানো অন্যায়। তারা বলেন, লাখো মানুষের কর্মসংস্থান এ খাতে; ঢালাও অভিযানে শিল্পটি ক্ষতিগ্রস্ত হচ্ছে। সরকারের কাছে সুনির্দিষ্ট নীতিমালা প্রণয়নের দাবি জানিয়ে তারা বলেন, নিয়মের মধ্যে এনে ব্যবসার সুযোগ দিতে হবে। মালিক সমিতির হিসাবে, গত কয়েক দিনে শতাধিক রেস্তোরাঁ বন্ধ হয়ে গেছে এবং কয়েকশ কর্মী চাকরি হারিয়েছেন। প্রশাসন বলছে, জননিরাপত্তার স্বার্থে অভিযান চলবে, তবে হয়রানির সুনির্দিষ্ট অভিযোগ খতিয়ে দেখা হবে।: [26, 987, 159, 1216]
- continued-from-label: শেষ পৃষ্ঠার পর: [794, 356, 842, 367]
- page-header: [26, 8, 1174, 66]
- article-paragraph: সরেজমিনে রাজধানীর বিআরটিএ কার্যালয়ে গিয়ে দেখা যায়, দালাল ছাড়া কোনো সেবাই মিলছে না। লাইসেন্স নবায়ন, ফিটনেস সনদ ও মালিকানা বদলের প্রতিটি ধাপে গুনতে হচ্ছে বাড়তি টাকা। সেবাগ্রহীতারা অভিযোগ করেন, নির্ধারিত ফির বাইরে ধাপে ধাপে দুই থেকে পাঁচ হাজার টাকা পর্যন্ত ঘুষ দিতে হয়। দালালদের সঙ্গে কর্মচারীদের একটি অংশের যোগসাজশ রয়েছে বলেও অভিযোগ রয়েছে। দুদকের অভিযানে একাধিকবার অনিয়মের প্রমাণ মিললেও পরিস্থিতির উন্নতি হয়নি। কর্তৃপক্ষ বলছে, অভিযোগ পেলে তাৎক্ষণিক ব্যবস্থা নেওয়া হয়; সিসি ক্যামেরায় নজরদারি বাড়ানো হয়েছে। তবে ভুক্তভোগীরা বলছেন, অনলাইনে আবেদন করেও সশরীরে গেলে ভোগান্তি কমে না। পরিবহন মালিকরা জানান, দ্রুত সেবা পেতে বাধ্য হয়েই বাড়তি টাকা দিতে হয়। বিশেষজ্ঞরা বলছেন, সেবা পদ্ধতি পুরোপুরি ডিজিটাল না হওয়া পর্যন্ত এ দুর্ভোগ চলতেই থাকবে। সংসদীয় কমিটিও বিষয়টি নিয়ে উষ্মা প্রকাশ করেছে এবং দায়ীদের চিহ্নিত করে শাস্তির সুপারিশ করেছে।: [171, 456, 304, 740]
- page-number: ৭: [1015, 21, 1036, 55]
- day-label: বুধবার: [1094, 24, 1133, 42]
- article-headline: কিশোর গ্যাংয়ে 'বড় ভাই কাউন্সিলররা': [33, 73, 151, 104]
- article-headline: রমজানে খোলা থাকবে মাদরাসাও,: [476, 73, 579, 100]
- header-right: [831, 21, 1174, 58]
